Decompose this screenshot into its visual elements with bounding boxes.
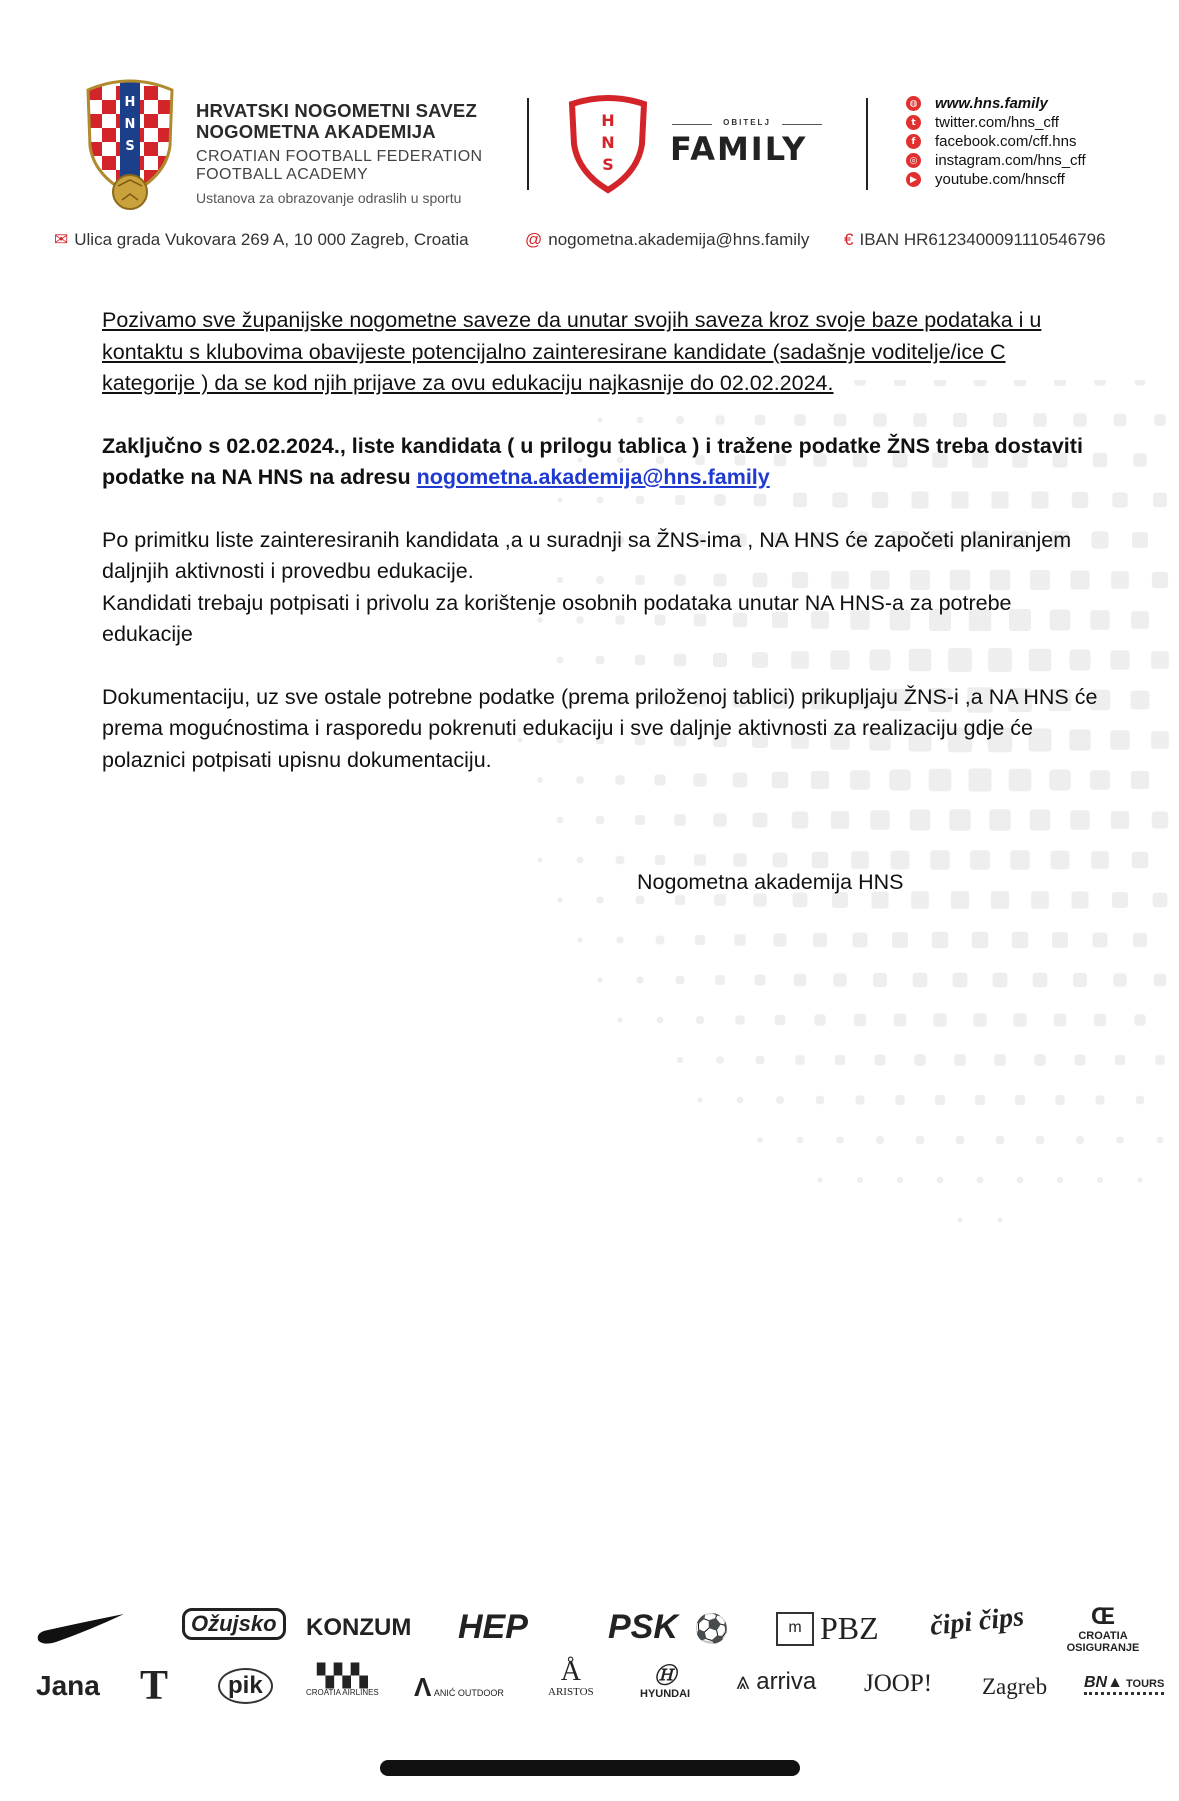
halftone-square — [797, 1137, 804, 1144]
hyundai-h-icon: Ⓗ — [654, 1663, 677, 1688]
halftone-square — [951, 891, 969, 909]
halftone-square — [753, 893, 766, 906]
halftone-square — [1154, 414, 1166, 426]
halftone-square — [994, 1054, 1006, 1066]
social-link-youtube[interactable]: ▶ youtube.com/hnscff — [906, 170, 1086, 189]
halftone-square — [1092, 932, 1107, 947]
halftone-square — [910, 810, 931, 831]
halftone-square — [914, 1054, 925, 1065]
halftone-square — [1072, 892, 1089, 909]
halftone-square — [1076, 1136, 1084, 1144]
arriva-symbol-icon: ⩓ — [736, 1668, 750, 1695]
halftone-square — [913, 973, 928, 988]
halftone-square — [674, 814, 686, 826]
halftone-square — [1112, 892, 1128, 908]
halftone-square — [1131, 771, 1149, 789]
halftone-square — [1157, 1137, 1164, 1144]
academy-email-link[interactable]: nogometna.akademija@hns.family — [416, 465, 770, 489]
halftone-square — [814, 1014, 825, 1025]
halftone-square — [989, 809, 1010, 830]
twitter-icon: t — [906, 115, 921, 130]
halftone-square — [1073, 973, 1087, 987]
halftone-square — [891, 851, 910, 870]
paragraph-invitation: Pozivamo sve županijske nogometne saveze da unutar svojih saveza kroz svoje baze podataka i u kontaktu s klubovima obavijeste potencijalno zainteresirane kandidate (sadašnje voditelje/ice C kategorije ) da se kod njih prijave za ovu edukaciju najkasnije do 02.02.2024. — [102, 308, 1042, 395]
paragraph-deadline: Zaključno s 02.02.2024., liste kandidata ( u prilogu tablica ) i tražene podatke ŽNS treba dostaviti podatke na NA HNS na adresu nogometna.akademija@hns.family — [102, 433, 1083, 489]
halftone-square — [953, 973, 968, 988]
home-indicator[interactable] — [380, 1760, 800, 1776]
halftone-square — [895, 1095, 905, 1105]
halftone-square — [1030, 810, 1051, 831]
halftone-square — [1051, 851, 1070, 870]
halftone-square — [1155, 1055, 1165, 1065]
header-divider — [527, 98, 529, 190]
header-divider — [866, 98, 868, 190]
soccer-ball-icon: ⚽ — [694, 1613, 729, 1644]
academy-name-en: FOOTBALL ACADEMY — [196, 166, 369, 183]
euro-icon: € — [844, 230, 854, 249]
sponsor-tours: BN▲ TOURS — [1084, 1674, 1164, 1695]
checkered-wing-icon: ▚▚▚ — [317, 1663, 368, 1688]
envelope-icon: ✉ — [54, 230, 69, 249]
halftone-square — [1133, 933, 1147, 947]
halftone-square — [537, 857, 542, 862]
halftone-square — [937, 1177, 944, 1184]
halftone-square — [757, 1137, 763, 1143]
halftone-square — [1151, 651, 1169, 669]
academy-name: NOGOMETNA AKADEMIJA — [196, 121, 436, 142]
halftone-square — [1070, 810, 1090, 830]
sponsor-anic-outdoor: Λ ANIĆ OUTDOOR — [414, 1672, 504, 1702]
svg-text:N: N — [601, 133, 615, 152]
halftone-square — [1132, 532, 1148, 548]
halftone-square — [694, 854, 706, 866]
halftone-square — [1154, 974, 1166, 986]
halftone-square — [714, 894, 726, 906]
halftone-square — [1137, 1177, 1142, 1182]
federation-name-en: CROATIAN FOOTBALL FEDERATION — [196, 148, 483, 165]
halftone-square — [835, 1055, 845, 1065]
sponsor-jana: Jana — [36, 1670, 100, 1701]
halftone-square — [1111, 571, 1129, 589]
halftone-square — [695, 935, 705, 945]
social-links — [906, 94, 1086, 189]
halftone-square — [1111, 811, 1129, 829]
halftone-square — [977, 1177, 984, 1184]
halftone-square — [675, 895, 685, 905]
hns-crest-logo — [78, 76, 182, 212]
halftone-square — [1136, 1096, 1144, 1104]
facebook-icon: f — [906, 134, 921, 149]
federation-name: HRVATSKI NOGOMETNI SAVEZ — [196, 100, 477, 121]
hns-family-shield-logo — [566, 94, 650, 194]
sponsor-hep: HEP — [458, 1608, 528, 1646]
halftone-square — [1034, 1054, 1045, 1065]
sponsor-pik: pik — [218, 1668, 273, 1704]
halftone-square — [1114, 414, 1127, 427]
halftone-square — [831, 811, 849, 829]
paragraph-next-steps: Po primitku liste zainteresiranih kandidata ,a u suradnji sa ŽNS-ima , NA HNS će započeti planiranjem daljnjih aktivnosti i provedbu edukacije. Kandidati trebaju potpisati i privolu za korištenje osobnih podataka unutar NA HNS-a za potrebe edukacije — [102, 525, 1102, 651]
halftone-square — [654, 774, 665, 785]
sponsor-logos — [0, 1598, 1179, 1738]
halftone-square — [636, 976, 643, 983]
halftone-square — [792, 812, 809, 829]
halftone-square — [1112, 492, 1127, 507]
halftone-square — [997, 1217, 1002, 1222]
halftone-square — [897, 1177, 903, 1183]
halftone-square — [892, 932, 908, 948]
aristos-a-icon: Å — [560, 1656, 581, 1687]
halftone-square — [817, 1177, 822, 1182]
letter-body — [102, 305, 1102, 776]
sponsor-telekom: T — [140, 1663, 169, 1709]
halftone-square — [1094, 1014, 1106, 1026]
halftone-square — [956, 1136, 964, 1144]
halftone-square — [1091, 851, 1109, 869]
halftone-square — [1115, 1055, 1125, 1065]
nike-swoosh-logo — [34, 1610, 126, 1646]
halftone-square — [957, 1217, 962, 1222]
halftone-square — [854, 1014, 866, 1026]
halftone-square — [1015, 1095, 1025, 1105]
halftone-square — [916, 1136, 924, 1144]
halftone-square — [972, 932, 989, 949]
halftone-square — [577, 937, 583, 943]
halftone-square — [996, 1136, 1004, 1144]
halftone-square — [557, 897, 562, 902]
halftone-square — [1057, 1177, 1063, 1183]
halftone-square — [1017, 1177, 1024, 1184]
halftone-square — [657, 1017, 664, 1024]
signature: Nogometna akademija HNS — [637, 870, 904, 894]
iban: € IBAN HR6123400091110546796 — [844, 230, 1106, 249]
halftone-square — [656, 936, 665, 945]
social-link-facebook[interactable]: f facebook.com/cff.hns — [906, 132, 1086, 151]
sponsor-pbz: PBZ — [820, 1610, 879, 1646]
halftone-square — [851, 851, 869, 869]
paragraph-documentation: Dokumentaciju, uz sve ostale potrebne podatke (prema priloženoj tablici) prikupljaju ŽNS-i ,a NA HNS će prema mogućnostima i rasporedu pokrenuti edukaciju i sve daljnje aktivnosti za realizaciju gdje će polaznici potpisati upisnu dokumentaciju. — [102, 684, 1098, 772]
halftone-square — [933, 1013, 946, 1026]
halftone-square — [1152, 812, 1169, 829]
halftone-square — [1116, 1136, 1123, 1143]
sponsor-psk: PSK — [608, 1608, 678, 1646]
halftone-square — [635, 815, 645, 825]
halftone-square — [1055, 1095, 1065, 1105]
social-link-website[interactable]: ◍ www.hns.family — [906, 94, 1086, 113]
halftone-square — [911, 891, 929, 909]
halftone-square — [1013, 1013, 1026, 1026]
halftone-square — [1097, 1177, 1103, 1183]
halftone-square — [1075, 1055, 1086, 1066]
anic-a-icon: Λ — [414, 1672, 432, 1702]
halftone-square — [754, 974, 765, 985]
youtube-icon: ▶ — [906, 172, 921, 187]
halftone-square — [616, 936, 623, 943]
halftone-square — [1151, 731, 1169, 749]
halftone-square — [794, 974, 806, 986]
halftone-square — [836, 1136, 843, 1143]
halftone-square — [577, 857, 584, 864]
halftone-square — [975, 1095, 985, 1105]
halftone-square — [833, 973, 846, 986]
family-wordmark: FAMILY — [670, 130, 808, 168]
halftone-square — [616, 856, 625, 865]
contact-bar — [0, 230, 1179, 254]
halftone-square — [870, 810, 890, 830]
halftone-square — [772, 852, 787, 867]
halftone-square — [696, 1016, 704, 1024]
halftone-square — [1153, 493, 1167, 507]
halftone-square — [973, 1013, 986, 1026]
svg-text:H: H — [124, 95, 136, 110]
halftone-square — [713, 813, 726, 826]
sponsor-croatia-osiguranje: Œ CROATIA OSIGURANJE — [1062, 1604, 1144, 1654]
halftone-square — [1152, 572, 1168, 588]
halftone-square — [935, 1095, 945, 1105]
halftone-square — [1110, 650, 1129, 669]
halftone-square — [1054, 1014, 1067, 1027]
halftone-square — [676, 976, 684, 984]
sponsor-aristos: Å ARISTOS — [548, 1656, 594, 1698]
halftone-square — [597, 977, 602, 982]
halftone-square — [1153, 893, 1168, 908]
halftone-square — [715, 975, 725, 985]
halftone-square — [1095, 1095, 1104, 1104]
halftone-square — [752, 812, 767, 827]
sponsor-joop: JOOP! — [864, 1670, 933, 1697]
halftone-square — [1010, 850, 1030, 870]
halftone-square — [855, 1095, 864, 1104]
family-tagline: OBITELJ — [672, 118, 822, 132]
halftone-square — [775, 1015, 785, 1025]
croatia-osiguranje-symbol: Œ — [1091, 1603, 1115, 1630]
sponsor-ozujsko: Ožujsko — [182, 1608, 286, 1640]
halftone-square — [1012, 932, 1028, 948]
halftone-square — [617, 1017, 622, 1022]
sponsor-konzum: KONZUM — [306, 1614, 412, 1641]
halftone-square — [1052, 932, 1068, 948]
halftone-square — [857, 1177, 863, 1183]
tours-mark-icon: BN▲ — [1084, 1674, 1123, 1691]
halftone-square — [537, 777, 543, 783]
halftone-square — [735, 1015, 744, 1024]
halftone-square — [1113, 973, 1126, 986]
halftone-square — [1036, 1136, 1044, 1144]
globe-icon: ◍ — [906, 96, 921, 111]
halftone-square — [557, 817, 563, 823]
svg-text:S: S — [602, 155, 614, 174]
halftone-square — [776, 1096, 784, 1104]
halftone-square — [1133, 453, 1146, 466]
halftone-square — [970, 850, 990, 870]
svg-text:N: N — [124, 117, 136, 132]
halftone-square — [596, 896, 603, 903]
halftone-square — [816, 1096, 824, 1104]
halftone-square — [576, 776, 584, 784]
halftone-square — [677, 1057, 683, 1063]
halftone-square — [774, 934, 787, 947]
halftone-square — [734, 934, 746, 946]
halftone-square — [697, 1097, 703, 1103]
halftone-square — [1132, 852, 1148, 868]
contact-email[interactable]: @ nogometna.akademija@hns.family — [525, 230, 810, 249]
paragraph-consent: Kandidati trebaju potpisati i privolu za korištenje osobnih podataka unutar NA HNS-a za potrebe edukacije — [102, 590, 1012, 646]
social-link-instagram[interactable]: ◎ instagram.com/hns_cff — [906, 151, 1086, 170]
halftone-square — [795, 1055, 805, 1065]
halftone-square — [1131, 691, 1150, 710]
sponsor-croatia-airlines: ▚▚▚ CROATIA AIRLINES — [306, 1663, 379, 1697]
federation-name-block — [196, 100, 526, 206]
sponsor-hyundai: Ⓗ HYUNDAI — [640, 1663, 691, 1700]
halftone-square — [949, 809, 970, 830]
halftone-square — [852, 932, 867, 947]
halftone-square — [756, 1056, 765, 1065]
halftone-square — [1031, 891, 1049, 909]
social-link-twitter[interactable]: t twitter.com/hns_cff — [906, 113, 1086, 132]
letterhead — [0, 0, 1179, 260]
sponsor-arriva: ⩓ arriva — [736, 1668, 817, 1695]
halftone-square — [954, 1054, 966, 1066]
halftone-square — [993, 973, 1008, 988]
halftone-square — [873, 973, 887, 987]
halftone-square — [615, 775, 624, 784]
svg-text:H: H — [601, 111, 615, 130]
halftone-square — [813, 933, 827, 947]
pbz-box-icon: m — [776, 1612, 814, 1646]
halftone-square — [1033, 973, 1048, 988]
halftone-square — [596, 816, 604, 824]
halftone-square — [894, 1014, 907, 1027]
halftone-square — [875, 1055, 886, 1066]
halftone-square — [1110, 730, 1130, 750]
halftone-square — [930, 850, 950, 870]
sponsor-zagreb: Zagreb — [982, 1674, 1048, 1699]
address: ✉ Ulica grada Vukovara 269 A, 10 000 Zagreb, Croatia — [54, 230, 469, 249]
halftone-square — [876, 1136, 884, 1144]
halftone-square — [1135, 380, 1146, 385]
halftone-square — [737, 1097, 744, 1104]
sponsor-cipi-cips: čipi čips — [928, 1601, 1026, 1642]
halftone-square — [733, 853, 746, 866]
halftone-square — [636, 896, 645, 905]
halftone-square — [1131, 611, 1149, 629]
institution-description: Ustanova za obrazovanje odraslih u sportu — [196, 190, 462, 206]
halftone-square — [812, 852, 828, 868]
halftone-square — [1134, 1014, 1145, 1025]
halftone-square — [655, 855, 665, 865]
at-icon: @ — [525, 230, 543, 249]
halftone-square — [991, 891, 1009, 909]
halftone-square — [932, 932, 948, 948]
instagram-icon: ◎ — [906, 153, 921, 168]
halftone-square — [716, 1056, 723, 1063]
svg-text:S: S — [125, 139, 135, 154]
